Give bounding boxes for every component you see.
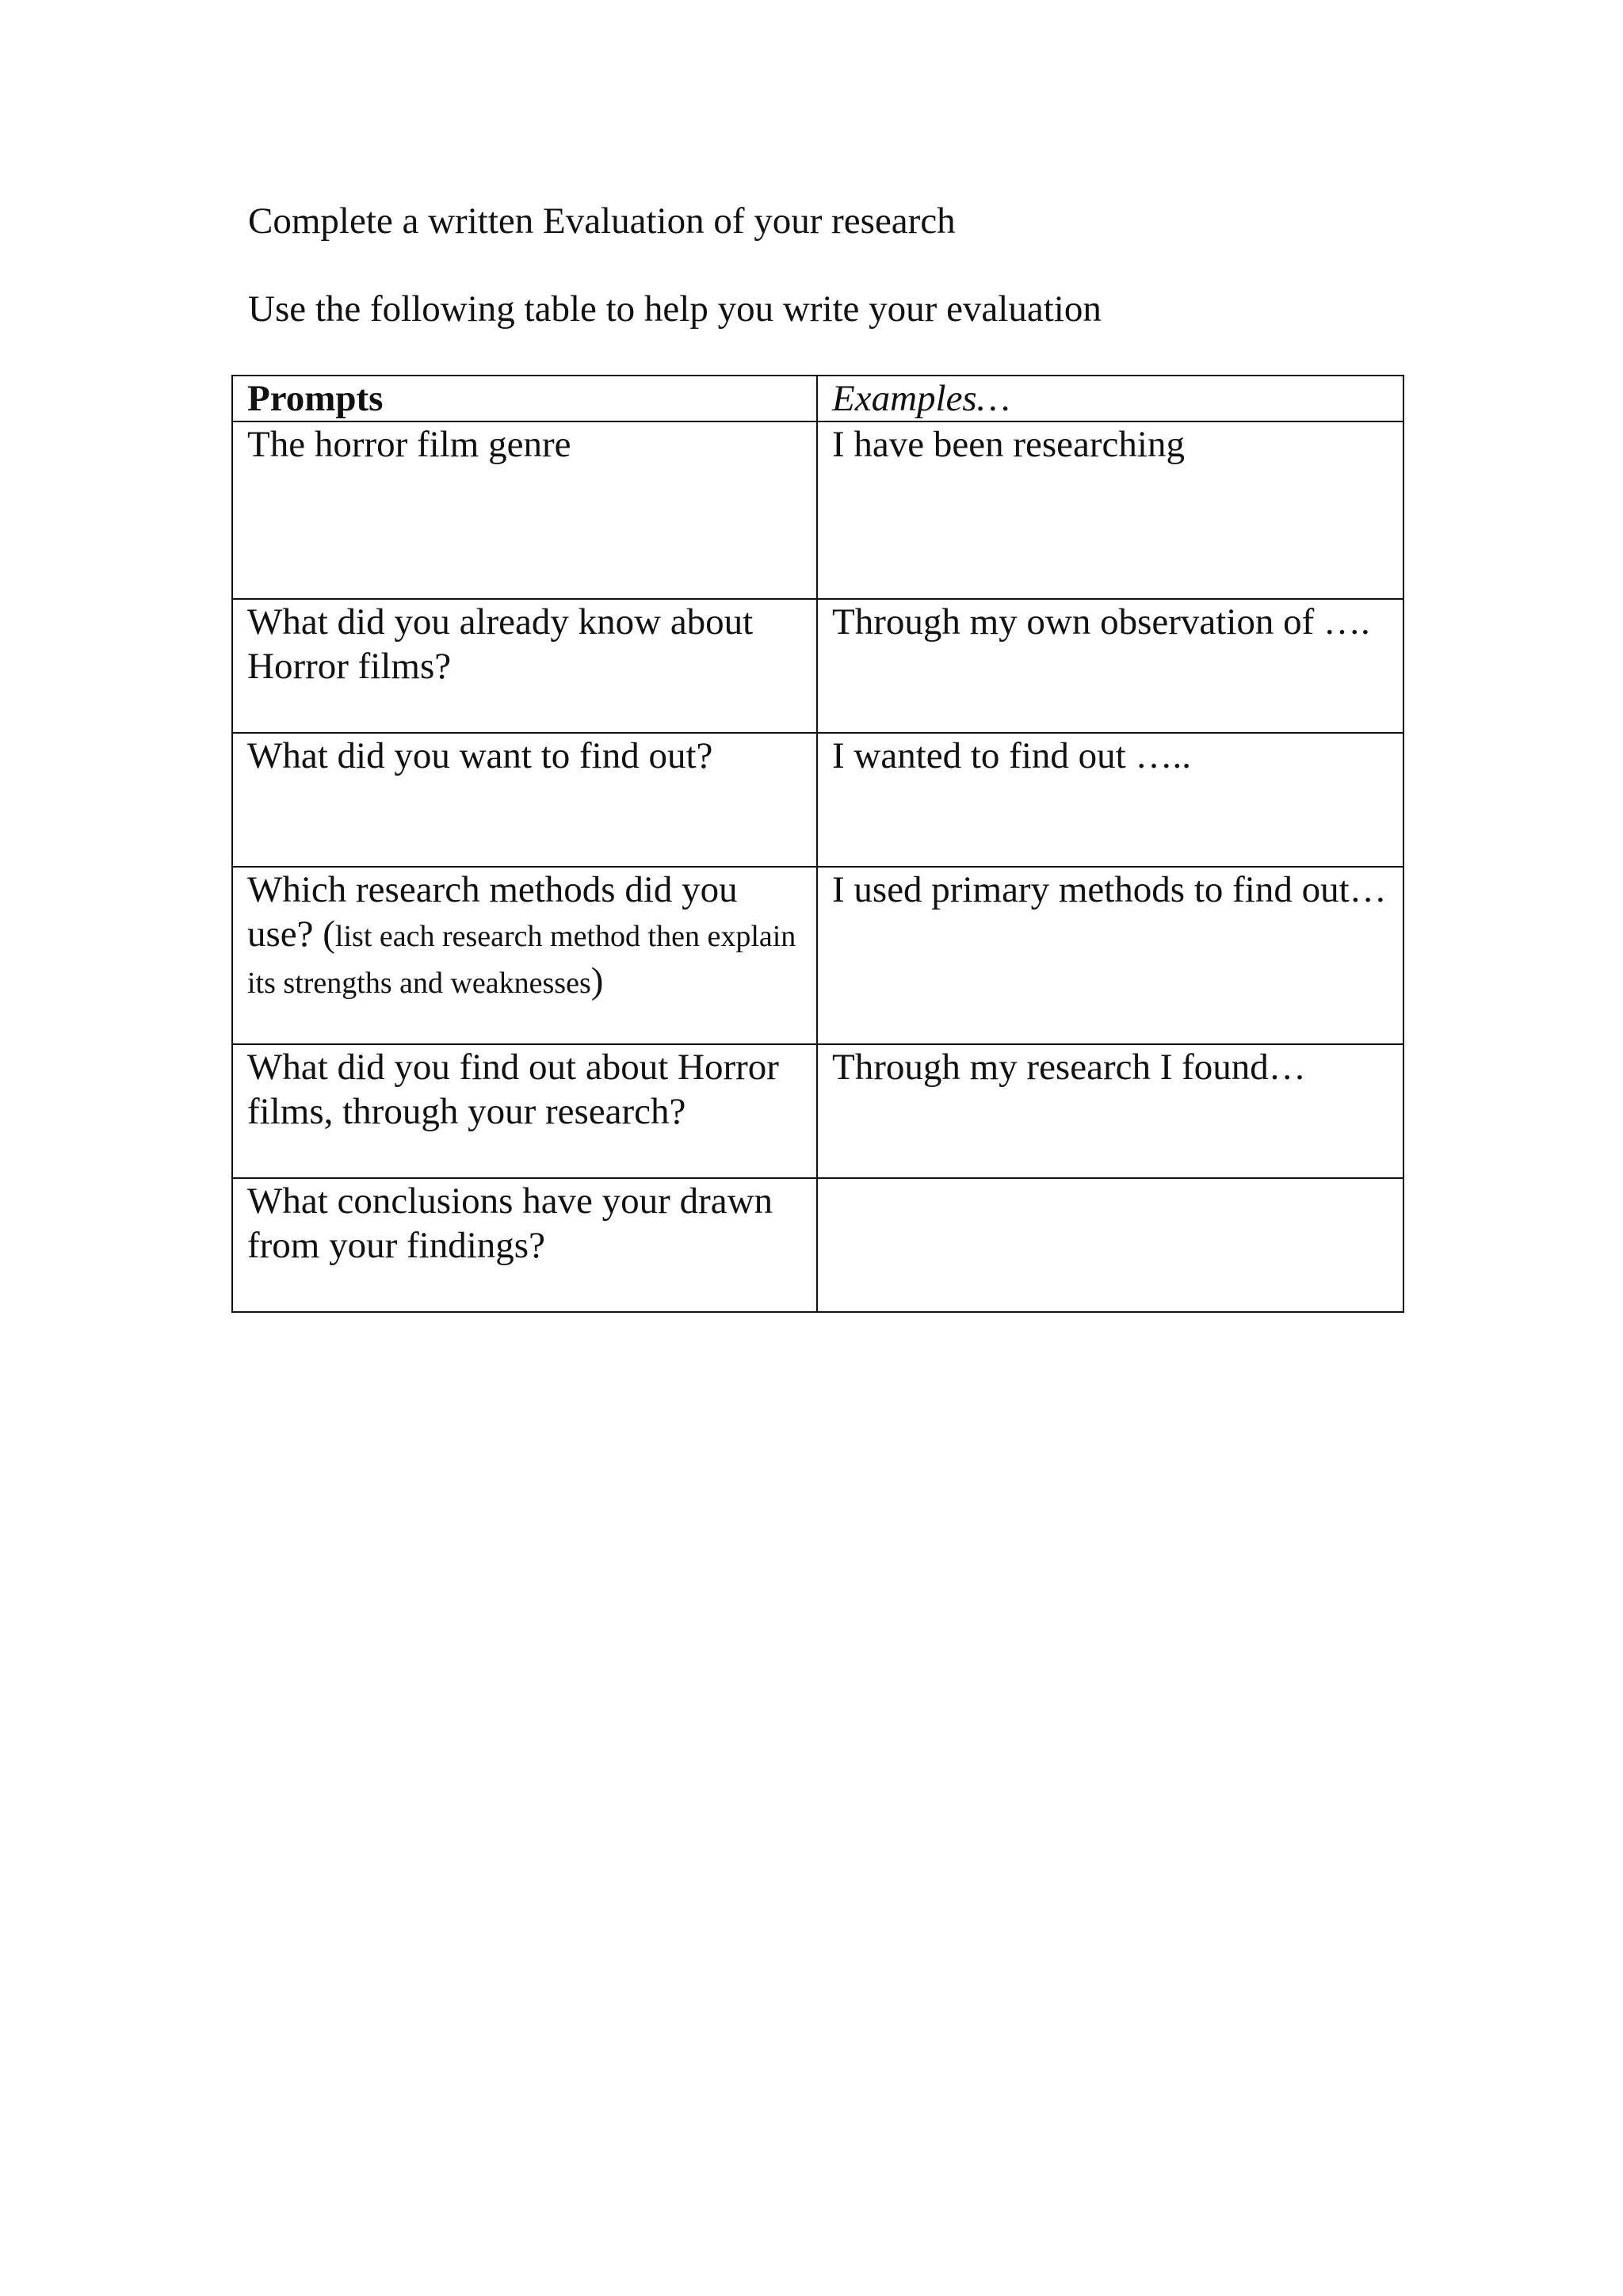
prompts-header: Prompts — [232, 376, 817, 421]
prompt-note-text: list each research method then explain its strengths and weaknesses — [247, 920, 796, 1000]
prompt-cell: What did you find out about Horror films, through your research? — [232, 1044, 817, 1178]
instruction-heading: Complete a written Evaluation of your research — [248, 200, 956, 242]
prompt-cell: What did you want to find out? — [232, 733, 817, 867]
prompt-close-text: ) — [590, 960, 604, 1001]
example-cell: I wanted to find out ….. — [817, 733, 1403, 867]
prompt-cell: The horror film genre — [232, 421, 817, 599]
examples-header: Examples… — [817, 376, 1403, 421]
example-cell: I have been researching — [817, 421, 1403, 599]
example-cell: I used primary methods to find out… — [817, 867, 1403, 1044]
example-cell: Through my research I found… — [817, 1044, 1403, 1178]
prompt-cell: What did you already know about Horror films? — [232, 599, 817, 733]
table-row — [232, 1044, 1403, 1178]
example-cell: Through my own observation of …. — [817, 599, 1403, 733]
prompt-cell: What conclusions have your drawn from your findings? — [232, 1178, 817, 1312]
evaluation-table — [231, 375, 1404, 1313]
table-row — [232, 1178, 1403, 1312]
example-cell — [817, 1178, 1403, 1312]
table-header-row — [232, 376, 1403, 421]
instruction-subheading: Use the following table to help you write your evaluation — [248, 288, 1102, 330]
table-row — [232, 599, 1403, 733]
table-row — [232, 421, 1403, 599]
table-row — [232, 733, 1403, 867]
table-row — [232, 867, 1403, 1044]
prompt-cell — [232, 867, 817, 1044]
prompt-main-text: Which research methods did you use? ( — [247, 869, 738, 955]
